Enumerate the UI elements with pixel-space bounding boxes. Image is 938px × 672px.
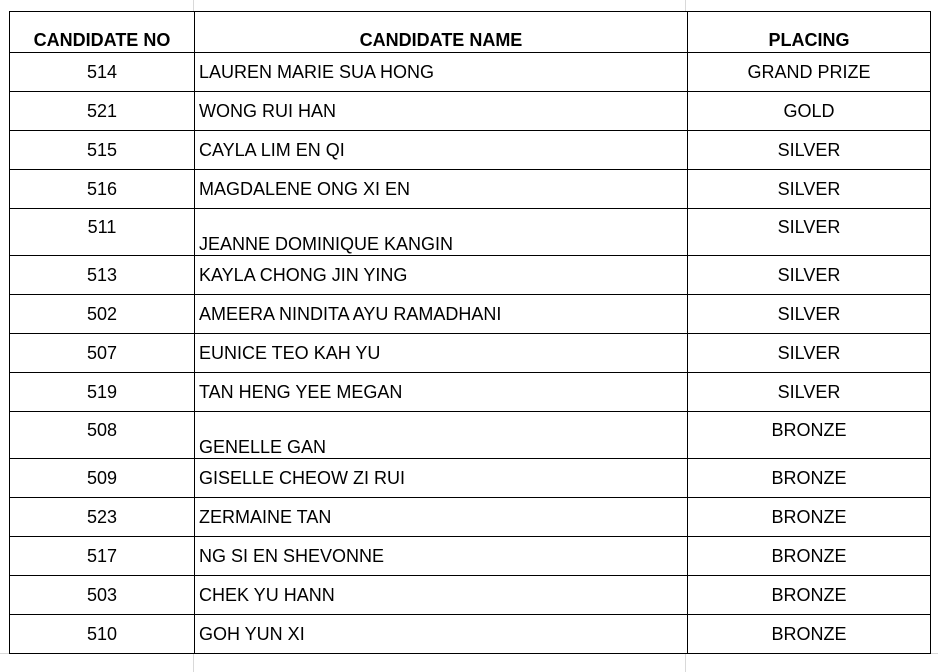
header-placing[interactable]: PLACING — [688, 12, 931, 53]
placing-cell[interactable]: SILVER — [688, 170, 931, 209]
table-row — [10, 131, 931, 170]
candidate-no-cell[interactable]: 508 — [10, 412, 195, 459]
candidate-name-cell[interactable]: ZERMAINE TAN — [195, 498, 688, 537]
table-row — [10, 256, 931, 295]
candidate-no-cell[interactable]: 502 — [10, 295, 195, 334]
placing-cell[interactable]: GRAND PRIZE — [688, 53, 931, 92]
candidate-no-cell[interactable]: 503 — [10, 576, 195, 615]
table-row — [10, 498, 931, 537]
candidate-no-cell[interactable]: 514 — [10, 53, 195, 92]
table-row — [10, 92, 931, 131]
candidate-name-cell[interactable]: KAYLA CHONG JIN YING — [195, 256, 688, 295]
candidate-name-cell[interactable]: LAUREN MARIE SUA HONG — [195, 53, 688, 92]
candidate-name-cell[interactable]: WONG RUI HAN — [195, 92, 688, 131]
placing-cell[interactable]: SILVER — [688, 373, 931, 412]
header-row — [10, 12, 931, 53]
table-row — [10, 615, 931, 654]
table-row — [10, 170, 931, 209]
placing-cell[interactable]: BRONZE — [688, 576, 931, 615]
placing-cell[interactable]: SILVER — [688, 256, 931, 295]
table-row — [10, 459, 931, 498]
placing-cell[interactable]: SILVER — [688, 334, 931, 373]
table-row — [10, 576, 931, 615]
header-candidate-no[interactable]: CANDIDATE NO — [10, 12, 195, 53]
candidate-no-cell[interactable]: 509 — [10, 459, 195, 498]
candidate-no-cell[interactable]: 519 — [10, 373, 195, 412]
candidate-name-cell[interactable]: GENELLE GAN — [195, 412, 688, 459]
placing-cell[interactable]: SILVER — [688, 295, 931, 334]
table-row — [10, 295, 931, 334]
placing-cell[interactable]: SILVER — [688, 209, 931, 256]
candidate-name-cell[interactable]: TAN HENG YEE MEGAN — [195, 373, 688, 412]
candidate-name-cell[interactable]: GOH YUN XI — [195, 615, 688, 654]
candidate-no-cell[interactable]: 517 — [10, 537, 195, 576]
candidate-no-cell[interactable]: 510 — [10, 615, 195, 654]
placing-cell[interactable]: BRONZE — [688, 537, 931, 576]
results-table — [9, 11, 931, 654]
candidate-name-cell[interactable]: CHEK YU HANN — [195, 576, 688, 615]
candidate-name-cell[interactable]: JEANNE DOMINIQUE KANGIN — [195, 209, 688, 256]
placing-cell[interactable]: GOLD — [688, 92, 931, 131]
candidate-no-cell[interactable]: 511 — [10, 209, 195, 256]
placing-cell[interactable]: SILVER — [688, 131, 931, 170]
placing-cell[interactable]: BRONZE — [688, 412, 931, 459]
header-candidate-name[interactable]: CANDIDATE NAME — [195, 12, 688, 53]
candidate-no-cell[interactable]: 515 — [10, 131, 195, 170]
placing-cell[interactable]: BRONZE — [688, 459, 931, 498]
table-row — [10, 334, 931, 373]
table-row — [10, 537, 931, 576]
placing-cell[interactable]: BRONZE — [688, 615, 931, 654]
candidate-name-cell[interactable]: GISELLE CHEOW ZI RUI — [195, 459, 688, 498]
table-row — [10, 209, 931, 256]
candidate-no-cell[interactable]: 507 — [10, 334, 195, 373]
candidate-name-cell[interactable]: AMEERA NINDITA AYU RAMADHANI — [195, 295, 688, 334]
candidate-no-cell[interactable]: 513 — [10, 256, 195, 295]
candidate-no-cell[interactable]: 516 — [10, 170, 195, 209]
placing-cell[interactable]: BRONZE — [688, 498, 931, 537]
candidate-no-cell[interactable]: 521 — [10, 92, 195, 131]
table-row — [10, 412, 931, 459]
candidate-no-cell[interactable]: 523 — [10, 498, 195, 537]
candidate-name-cell[interactable]: NG SI EN SHEVONNE — [195, 537, 688, 576]
table-row — [10, 53, 931, 92]
candidate-name-cell[interactable]: CAYLA LIM EN QI — [195, 131, 688, 170]
table-row — [10, 373, 931, 412]
candidate-name-cell[interactable]: EUNICE TEO KAH YU — [195, 334, 688, 373]
candidate-name-cell[interactable]: MAGDALENE ONG XI EN — [195, 170, 688, 209]
